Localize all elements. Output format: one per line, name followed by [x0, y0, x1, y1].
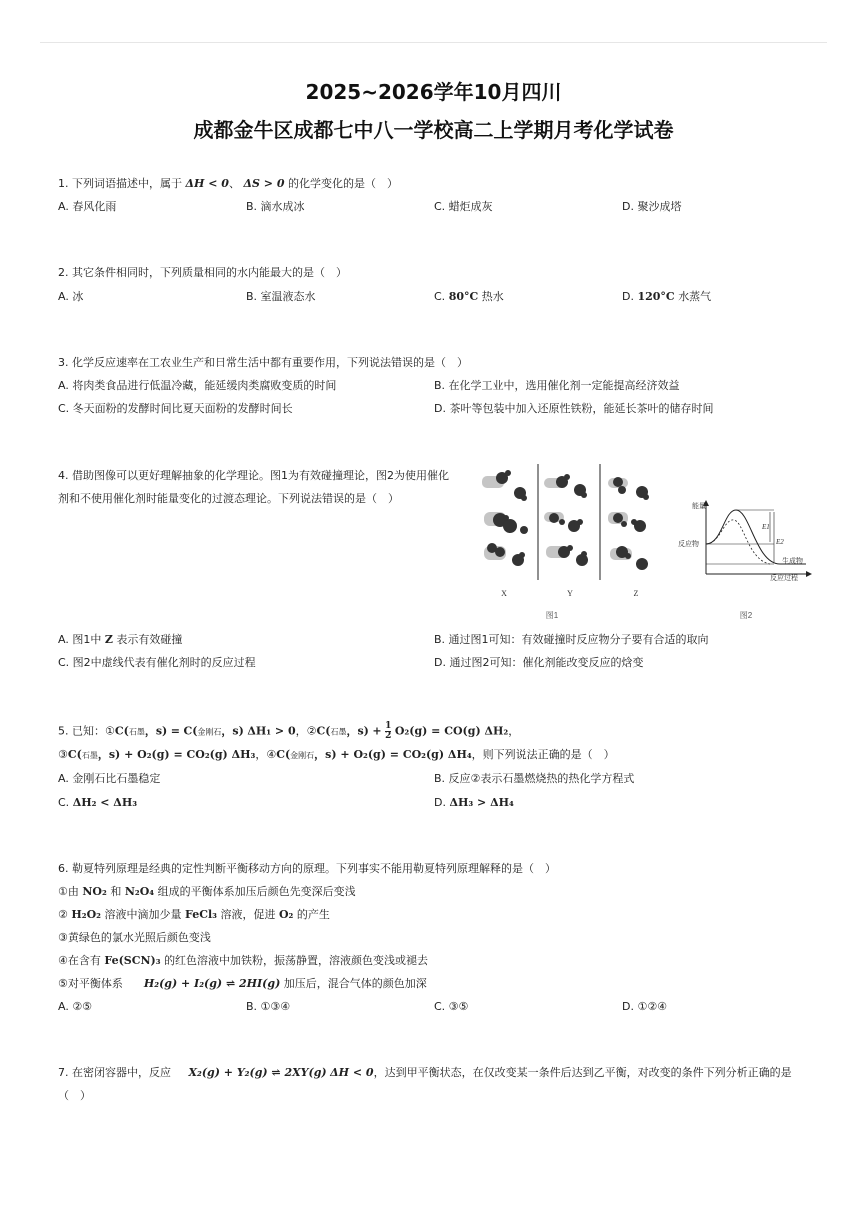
- question-6-statement-2: ② H₂O₂ 溶液中滴加少量 FeCl₃ 溶液，促进 O₂ 的产生: [58, 908, 330, 921]
- question-7-stem: 7. 在密闭容器中，反应 X₂(g) + Y₂(g) ⇌ 2XY(g) ΔH < 0，达到甲平衡状态，在仅改变某一条件后达到乙平衡，对改变的条件下列分析正确的是: [58, 1066, 792, 1079]
- question-6-statement-5: ⑤对平衡体系 H₂(g) + I₂(g) ⇌ 2HI(g) 加压后，混合气体的颜色加深: [58, 977, 427, 990]
- question-4-option-d[interactable]: D. 通过图2可知：催化剂能改变反应的焓变: [434, 656, 644, 669]
- question-6-statement-4: ④在含有 Fe(SCN)₃ 的红色溶液中加铁粉，振荡静置，溶液颜色变浅或褪去: [58, 954, 429, 967]
- question-2-option-b[interactable]: B. 室温液态水: [246, 290, 316, 303]
- question-4-figures: [470, 460, 830, 625]
- fraction-one-half: $\frac{1}{2}$: [385, 721, 392, 741]
- question-3-option-b[interactable]: B. 在化学工业中，选用催化剂一定能提高经济效益: [434, 379, 680, 392]
- question-1-stem: 1. 下列词语描述中，属于 ΔH < 0、 ΔS > 0 的化学变化的是（ ）: [58, 177, 398, 190]
- figure-2-product-label: 生成物: [782, 558, 803, 565]
- question-6-option-c[interactable]: C. ③⑤: [434, 1000, 469, 1013]
- header-rule: [40, 42, 827, 43]
- question-1-option-a[interactable]: A. 春风化雨: [58, 200, 117, 213]
- question-2-option-a[interactable]: A. 冰: [58, 290, 84, 303]
- exam-title-line1: 2025~2026学年10月四川: [305, 80, 562, 104]
- question-6-option-d[interactable]: D. ①②④: [622, 1000, 668, 1013]
- question-2-option-c[interactable]: C. 80°C 热水: [434, 290, 504, 303]
- question-2-stem: 2. 其它条件相同时，下列质量相同的水内能最大的是（ ）: [58, 266, 347, 279]
- question-4-option-b[interactable]: B. 通过图1可知：有效碰撞时反应物分子要有合适的取向: [434, 633, 709, 646]
- question-4-stem-line2: 剂和不使用催化剂时能量变化的过渡态理论。下列说法错误的是（ ）: [58, 492, 399, 505]
- question-1-option-c[interactable]: C. 蜡炬成灰: [434, 200, 493, 213]
- figure-2-reactant-label: 反应物: [678, 541, 699, 548]
- question-4-stem-line1: 4. 借助图像可以更好理解抽象的化学理论。图1为有效碰撞理论，图2为使用催化: [58, 469, 449, 482]
- figure-1-label-y: Y: [567, 589, 573, 598]
- figure-2-caption: 图2: [739, 611, 753, 620]
- question-6-statement-1: ①由 NO₂ 和 N₂O₄ 组成的平衡体系加压后颜色先变深后变浅: [58, 885, 356, 898]
- question-6-option-b[interactable]: B. ①③④: [246, 1000, 291, 1013]
- question-7-stem-line2: （ ）: [58, 1089, 91, 1102]
- figure-1-label-z: Z: [633, 589, 639, 598]
- figure-2-y-axis-label: 能量: [692, 503, 706, 510]
- figure-1-caption: 图1: [545, 611, 559, 620]
- question-3-option-c[interactable]: C. 冬天面粉的发酵时间比夏天面粉的发酵时间长: [58, 402, 293, 415]
- exam-title-line2: 成都金牛区成都七中八一学校高二上学期月考化学试卷: [193, 118, 674, 142]
- question-4-option-a[interactable]: A. 图1中 Z 表示有效碰撞: [58, 633, 183, 646]
- figure-2-e2-label: E2: [776, 538, 784, 546]
- figure-2-e1-label: E1: [762, 523, 770, 531]
- question-1-option-d[interactable]: D. 聚沙成塔: [622, 200, 682, 213]
- question-3-option-d[interactable]: D. 茶叶等包装中加入还原性铁粉，能延长茶叶的储存时间: [434, 402, 714, 415]
- figure-2-x-axis-label: 反应过程: [770, 575, 798, 582]
- question-6-statement-3: ③黄绿色的氯水光照后颜色变浅: [58, 931, 211, 944]
- question-6-stem: 6. 勒夏特列原理是经典的定性判断平衡移动方向的原理。下列事实不能用勒夏特列原理解释的是（ ）: [58, 862, 556, 875]
- figure-2-energy-diagram: [678, 500, 812, 620]
- question-5-option-b[interactable]: B. 反应②表示石墨燃烧热的热化学方程式: [434, 772, 635, 785]
- question-5-option-a[interactable]: A. 金刚石比石墨稳定: [58, 772, 161, 785]
- question-5-option-c[interactable]: C. ΔH₂ < ΔH₃: [58, 796, 138, 809]
- question-5-stem-line2: ③C(石墨，s) + O₂(g) = CO₂(g) ΔH₃，④C(金刚石，s) + O₂(g) = CO₂(g) ΔH₄，则下列说法正确的是（ ）: [58, 748, 615, 761]
- question-1-option-b[interactable]: B. 滴水成冰: [246, 200, 305, 213]
- figure-1-collision-theory: [482, 464, 649, 620]
- question-5-stem-line1: 5. 已知：①C(石墨，s) = C(金刚石，s) ΔH₁ > 0，②C(石墨，s) + $\frac{1}{2}$ O₂(g) = CO(g) ΔH₂，: [58, 721, 520, 741]
- question-2-option-d[interactable]: D. 120°C 水蒸气: [622, 290, 712, 303]
- question-6-option-a[interactable]: A. ②⑤: [58, 1000, 93, 1013]
- figure-1-label-x: X: [501, 589, 507, 598]
- question-4-option-c[interactable]: C. 图2中虚线代表有催化剂时的反应过程: [58, 656, 256, 669]
- question-3-stem: 3. 化学反应速率在工农业生产和日常生活中都有重要作用，下列说法错误的是（ ）: [58, 356, 468, 369]
- question-5-option-d[interactable]: D. ΔH₃ > ΔH₄: [434, 796, 514, 809]
- question-3-option-a[interactable]: A. 将肉类食品进行低温冷藏，能延缓肉类腐败变质的时间: [58, 379, 337, 392]
